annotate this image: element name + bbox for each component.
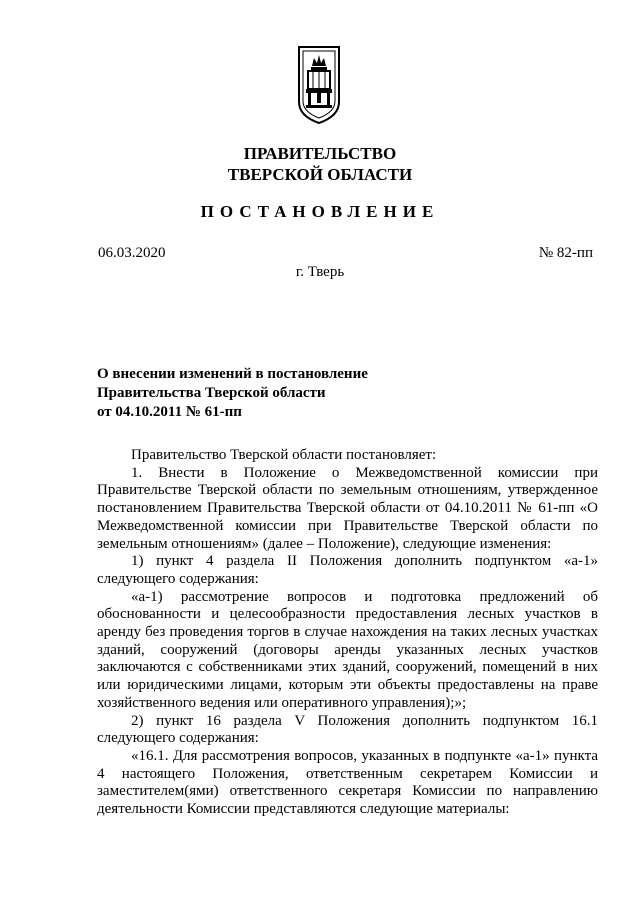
coat-of-arms-icon (296, 44, 342, 126)
subject-line: О внесении изменений в постановление (97, 366, 368, 382)
body-paragraph: 1. Внести в Положение о Межведомственной комиссии при Правительстве Тверской области по земельным отношениям, утвержденное постановлением Правительства Тверской области от 04.10.2011 № 61-пп «О Межведомственной комиссии при Правительстве Тверской области по земельным отношениям» (далее – Положение), следующие изменения: (97, 464, 598, 552)
document-number: № 82-пп (538, 245, 593, 261)
document-type: ПОСТАНОВЛЕНИЕ (200, 202, 440, 221)
subject-line: Правительства Тверской области (97, 385, 326, 401)
document-date: 06.03.2020 (98, 245, 166, 261)
organization-region: ТВЕРСКОЙ ОБЛАСТИ (227, 165, 413, 184)
body-paragraph: Правительство Тверской области постановляет: (131, 447, 437, 463)
document-city: г. Тверь (295, 264, 345, 280)
body-paragraph: 2) пункт 16 раздела V Положения дополнить подпунктом 16.1 следующего содержания: (97, 712, 598, 747)
document-body (97, 447, 598, 819)
organization-name: ПРАВИТЕЛЬСТВО (243, 144, 397, 163)
body-paragraph: 1) пункт 4 раздела II Положения дополнить подпунктом «а-1» следующего содержания: (97, 553, 598, 587)
body-paragraph: «а-1) рассмотрение вопросов и подготовка предложений об обоснованности и целесообразности предоставления лесных участков в аренду без проведения торгов в случае нахождения на таких лесных участках зданий, сооружений (договоры аренды указанных лесных участков заключаются с собственниками этих зданий, сооружений, помещений в них или юридическими лицами, которым эти объекты предоставлены на праве хозяйственного ведения или оперативного управления);»; (97, 588, 598, 711)
document-subject (97, 365, 368, 422)
subject-line: от 04.10.2011 № 61-пп (97, 404, 242, 420)
body-paragraph: «16.1. Для рассмотрения вопросов, указанных в подпункте «а-1» пункта 4 настоящего Положения, ответственным секретарем Комиссии и заместителем(ями) ответственного секретаря Комиссии по направлению деятельности Комиссии представляются следующие материалы: (97, 747, 598, 818)
